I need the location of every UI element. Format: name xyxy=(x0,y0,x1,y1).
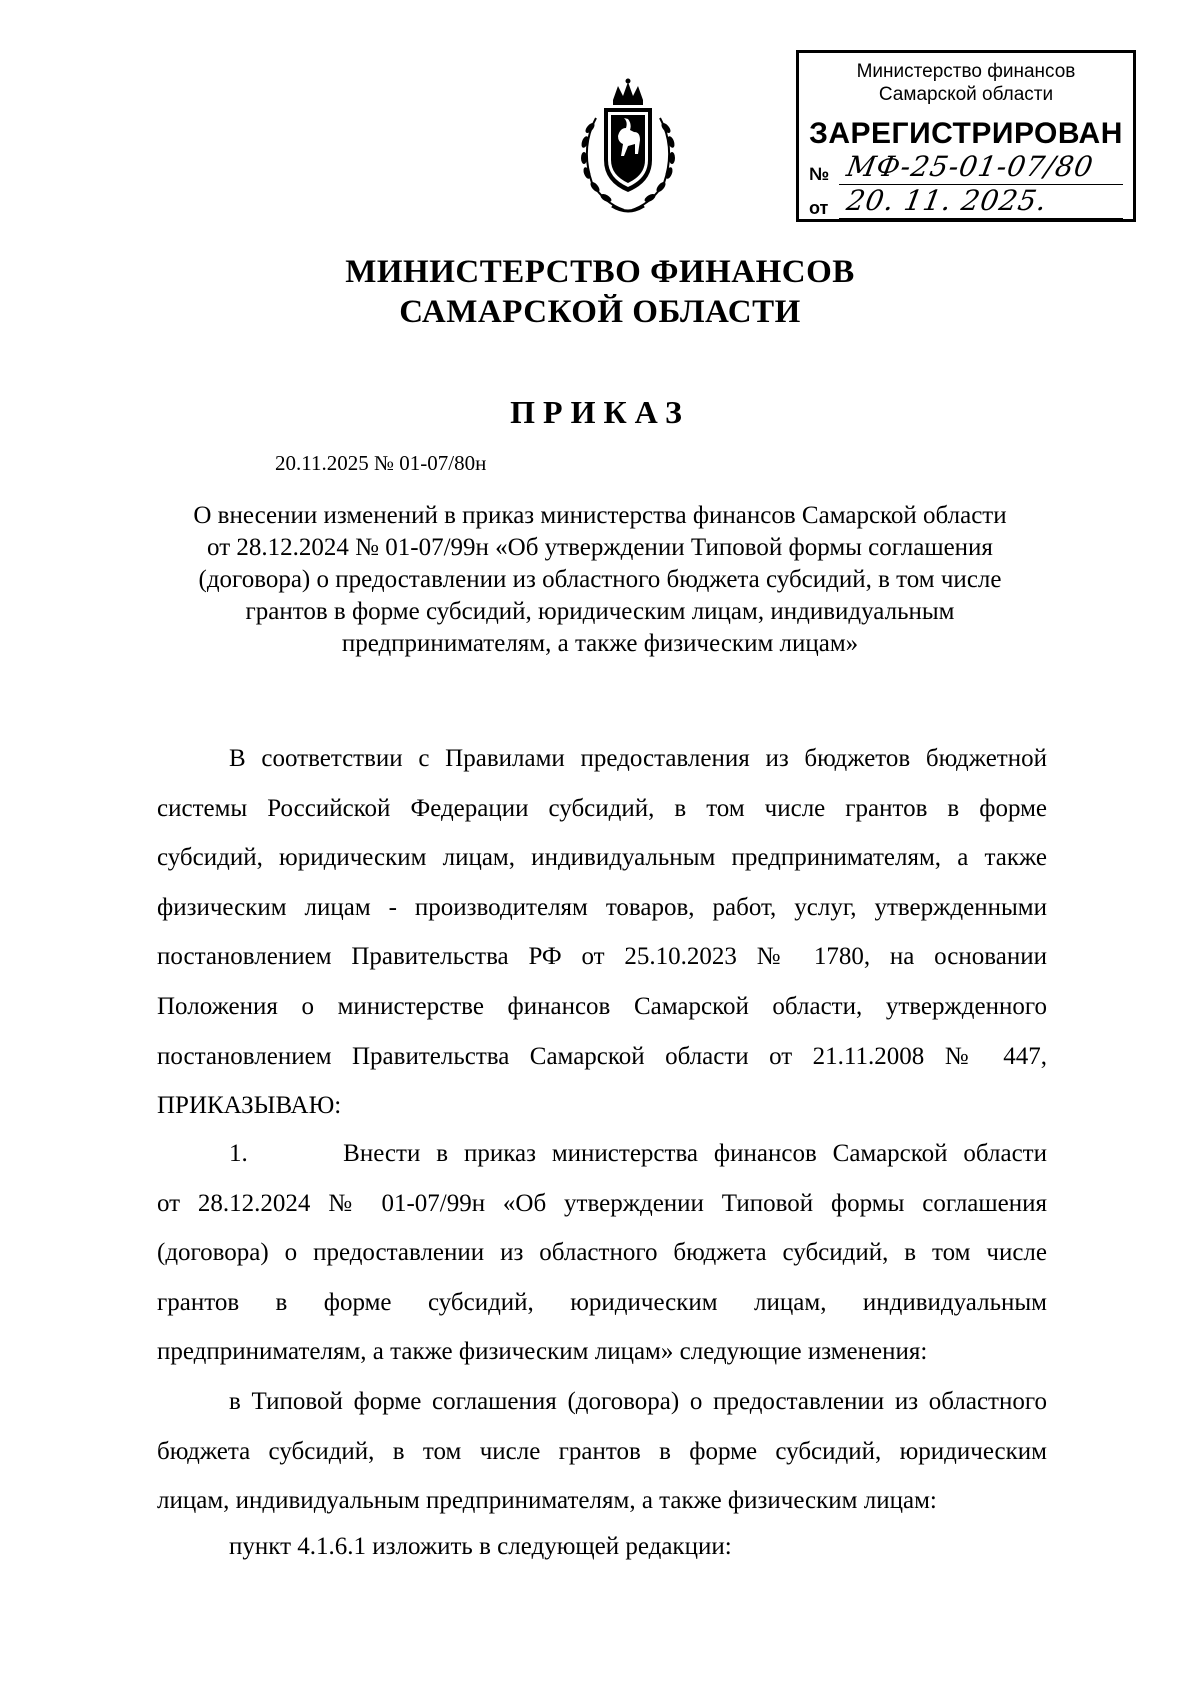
point-1-line: 1. Внести в приказ министерства финансов Самарской области xyxy=(229,1140,1047,1167)
crown-icon xyxy=(613,79,643,106)
preamble-line: постановлением Правительства Самарской области от 21.11.2008 № 447, xyxy=(157,1042,1047,1070)
org-title-line-1: МИНИСТЕРСТВО ФИНАНСОВ xyxy=(345,254,855,290)
subject-line: (договора) о предоставлении из областного бюджета субсидий, в том числе xyxy=(198,566,1002,593)
point-1-line: от 28.12.2024 № 01-07/99н «Об утверждении Типовой формы соглашения xyxy=(157,1189,1047,1217)
point-1-line: грантов в форме субсидий, юридическим лицам, индивидуальным xyxy=(157,1288,1047,1316)
point-1-line: (договора) о предоставлении из областного бюджета субсидий, в том числе xyxy=(157,1239,1047,1267)
form-paragraph xyxy=(157,1377,1047,1526)
stamp-number-handwritten: МФ-25-01-07/80 xyxy=(844,150,1097,183)
document-subject xyxy=(150,500,1050,660)
clause-line: пункт 4.1.6.1 изложить в следующей редакции: xyxy=(229,1533,732,1560)
stamp-org-line-2: Самарской области xyxy=(878,84,1054,105)
form-line: в Типовой форме соглашения (договора) о предоставлении из областного xyxy=(229,1388,1047,1415)
registration-stamp xyxy=(796,50,1136,222)
stamp-date-rule xyxy=(839,218,1123,219)
org-title-line-2: САМАРСКОЙ ОБЛАСТИ xyxy=(399,294,801,330)
form-line: лицам, индивидуальным предпринимателям, а также физическим лицам: xyxy=(157,1487,937,1515)
document-type: ПРИКАЗ xyxy=(510,394,690,430)
clause-paragraph xyxy=(157,1522,1047,1572)
point-1-line: предпринимателям, а также физическим лицам» следующие изменения: xyxy=(157,1338,928,1366)
stamp-number-prefix: № xyxy=(809,164,830,184)
preamble-line: В соответствии с Правилами предоставления из бюджетов бюджетной xyxy=(229,745,1047,772)
stamp-date-handwritten: 20. 11. 2025. xyxy=(844,184,1050,217)
preamble-line: субсидий, юридическим лицам, индивидуальным предпринимателям, а также xyxy=(157,844,1047,872)
point-1-paragraph xyxy=(157,1129,1047,1377)
preamble-line: системы Российской Федерации субсидий, в том числе грантов в форме xyxy=(157,794,1047,822)
preamble-line: постановлением Правительства РФ от 25.10.2023 № 1780, на основании xyxy=(157,943,1047,971)
preamble-line: Положения о министерстве финансов Самарской области, утвержденного xyxy=(157,992,1047,1020)
stamp-date-row xyxy=(809,184,1123,221)
document-date-number: 20.11.2025 № 01-07/80н xyxy=(275,451,487,475)
stamp-number-row xyxy=(809,150,1123,187)
stamp-status: ЗАРЕГИСТРИРОВАН xyxy=(809,117,1123,150)
order-keyword: ПРИКАЗЫВАЮ: xyxy=(157,1092,342,1120)
stamp-date-prefix: от xyxy=(809,198,829,218)
preamble-line: физическим лицам - производителям товаров, работ, услуг, утвержденными xyxy=(157,893,1047,921)
coat-of-arms-emblem xyxy=(568,78,688,216)
form-line: бюджета субсидий, в том числе грантов в форме субсидий, юридическим xyxy=(157,1437,1047,1465)
stamp-org-line-1: Министерство финансов xyxy=(856,61,1076,82)
subject-line: О внесении изменений в приказ министерства финансов Самарской области xyxy=(193,502,1007,529)
subject-line: от 28.12.2024 № 01-07/99н «Об утверждении Типовой формы соглашения xyxy=(207,534,993,561)
subject-line: предпринимателям, а также физическим лицам» xyxy=(341,630,859,657)
subject-line: грантов в форме субсидий, юридическим лицам, индивидуальным xyxy=(245,598,955,625)
preamble-paragraph xyxy=(157,734,1047,1131)
